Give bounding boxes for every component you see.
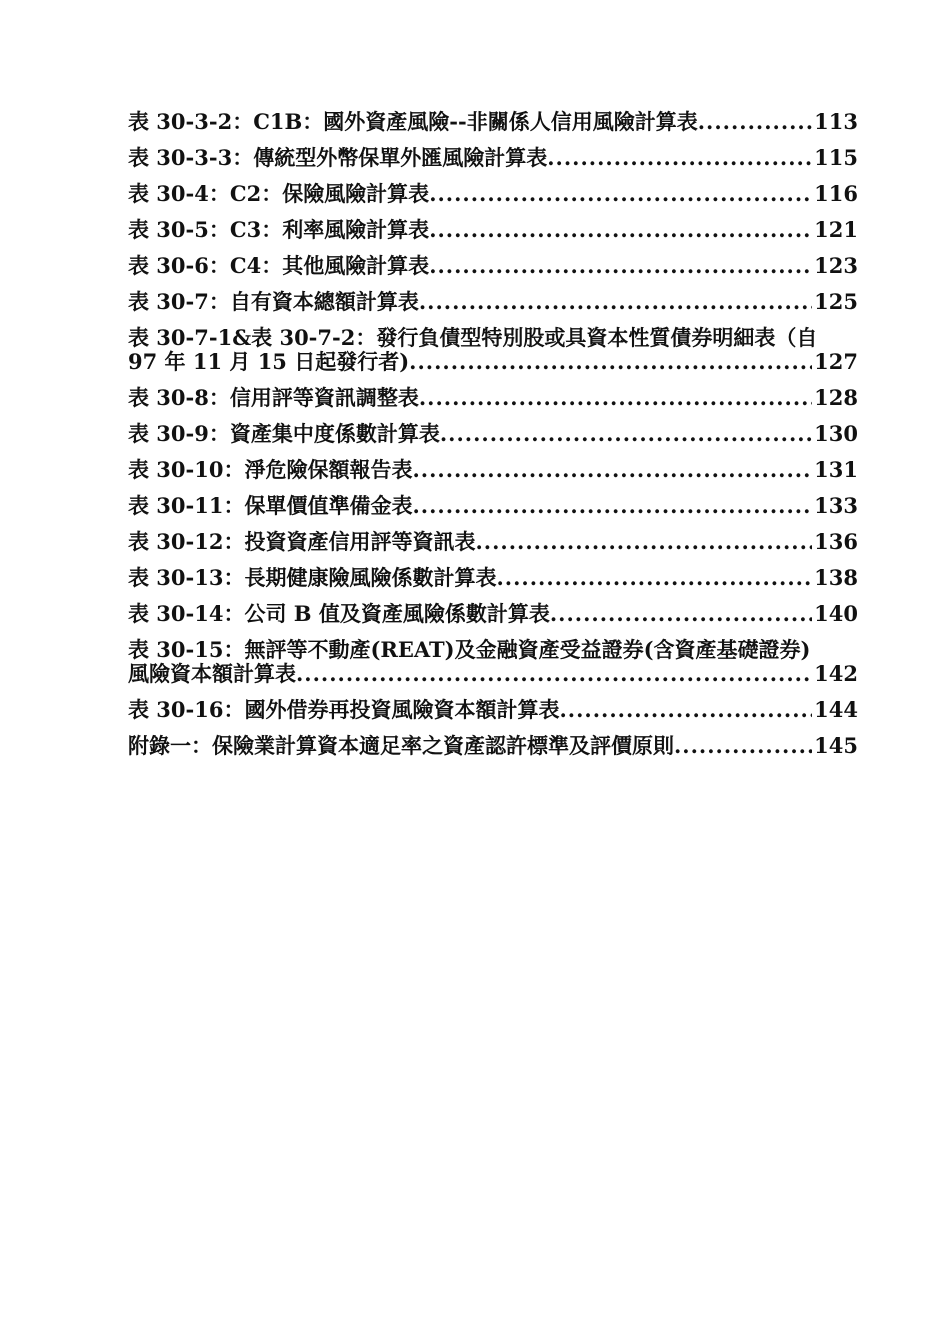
- toc-entry-line: [128, 494, 858, 518]
- toc-entry-title: 表 30-16：國外借券再投資風險資本額計算表: [128, 697, 560, 722]
- toc-page-number: 140: [814, 601, 858, 626]
- toc-entry-line: [128, 290, 858, 314]
- toc-dot-leader: [674, 734, 812, 758]
- toc-entry-title: 表 30-6：C4：其他風險計算表: [128, 253, 430, 278]
- toc-entry-title: 表 30-8：信用評等資訊調整表: [128, 385, 419, 410]
- toc-entry-title: 表 30-10：淨危險保額報告表: [128, 457, 413, 482]
- toc-page-number: 121: [814, 217, 858, 242]
- toc-entry-title: 表 30-5：C3：利率風險計算表: [128, 217, 430, 242]
- toc-dot-leader: [429, 218, 812, 242]
- toc-entry[interactable]: [128, 254, 858, 278]
- toc-entry-line: [128, 218, 858, 242]
- toc-entry[interactable]: [128, 734, 858, 758]
- toc-entry-line: [128, 602, 858, 626]
- toc-page-number: 142: [814, 661, 858, 686]
- toc-entry[interactable]: [128, 290, 858, 314]
- toc-entry[interactable]: [128, 218, 858, 242]
- table-of-contents: [128, 110, 858, 770]
- toc-dot-leader: [296, 662, 812, 686]
- toc-entry-line: [128, 110, 858, 134]
- toc-page-number: 133: [814, 493, 858, 518]
- toc-page-number: 115: [814, 145, 858, 170]
- toc-page-number: 144: [814, 697, 858, 722]
- toc-entry-title: 風險資本額計算表: [128, 661, 296, 686]
- toc-dot-leader: [419, 386, 812, 410]
- toc-entry[interactable]: [128, 182, 858, 206]
- toc-entry[interactable]: [128, 698, 858, 722]
- toc-entry-title: 表 30-11：保單價值準備金表: [128, 493, 413, 518]
- toc-entry[interactable]: [128, 602, 858, 626]
- toc-dot-leader: [496, 566, 812, 590]
- toc-entry[interactable]: [128, 146, 858, 170]
- toc-dot-leader: [440, 422, 812, 446]
- toc-entry-title: 表 30-7：自有資本總額計算表: [128, 289, 419, 314]
- toc-entry[interactable]: [128, 422, 858, 446]
- toc-entry-line: [128, 530, 858, 554]
- toc-page-number: 125: [814, 289, 858, 314]
- toc-entry-line: [128, 458, 858, 482]
- toc-entry-title: 附錄一：保險業計算資本適足率之資產認許標準及評價原則: [128, 733, 674, 758]
- toc-entry-line: [128, 146, 858, 170]
- toc-entry-line: [128, 734, 858, 758]
- toc-page-number: 138: [814, 565, 858, 590]
- toc-entry[interactable]: [128, 494, 858, 518]
- toc-entry[interactable]: [128, 566, 858, 590]
- toc-dot-leader: [429, 254, 812, 278]
- toc-page-number: 136: [814, 529, 858, 554]
- toc-entry-line: [128, 182, 858, 206]
- toc-dot-leader: [412, 458, 812, 482]
- toc-page-number: 128: [814, 385, 858, 410]
- toc-entry[interactable]: [128, 638, 858, 686]
- toc-page-number: 123: [814, 253, 858, 278]
- toc-page-number: 145: [814, 733, 858, 758]
- toc-entry-line: [128, 566, 858, 590]
- toc-entry-title: 表 30-9：資產集中度係數計算表: [128, 421, 440, 446]
- toc-entry-title: 表 30-4：C2：保險風險計算表: [128, 181, 430, 206]
- toc-entry-title: 表 30-3-2：C1B：國外資產風險--非關係人信用風險計算表: [128, 109, 698, 134]
- toc-dot-leader: [547, 146, 812, 170]
- toc-entry[interactable]: [128, 530, 858, 554]
- toc-dot-leader: [698, 110, 812, 134]
- toc-entry-title-first-line: 表 30-7-1&表 30-7-2：發行負債型特別股或具資本性質債券明細表（自: [128, 326, 818, 350]
- toc-entry-line: [128, 386, 858, 410]
- toc-entry-line: [128, 350, 858, 374]
- toc-entry-line: [128, 698, 858, 722]
- toc-entry[interactable]: [128, 386, 858, 410]
- toc-entry-title: 表 30-14：公司 B 值及資產風險係數計算表: [128, 601, 550, 626]
- toc-page-number: 127: [814, 349, 858, 374]
- toc-page-number: 131: [814, 457, 858, 482]
- toc-entry-line: [128, 662, 858, 686]
- toc-entry-title-first-line: 表 30-15：無評等不動產(REAT)及金融資產受益證券(含資產基礎證券): [128, 638, 811, 662]
- toc-dot-leader: [409, 350, 812, 374]
- toc-entry-title: 表 30-13：長期健康險風險係數計算表: [128, 565, 497, 590]
- toc-dot-leader: [419, 290, 812, 314]
- toc-entry-title: 表 30-3-3：傳統型外幣保單外匯風險計算表: [128, 145, 548, 170]
- toc-entry-title: 表 30-12：投資資產信用評等資訊表: [128, 529, 476, 554]
- toc-page-number: 130: [814, 421, 858, 446]
- toc-entry[interactable]: [128, 458, 858, 482]
- toc-entry-title: 97 年 11 月 15 日起發行者): [128, 349, 410, 374]
- toc-dot-leader: [429, 182, 812, 206]
- toc-page-number: 116: [814, 181, 858, 206]
- toc-entry-line: [128, 422, 858, 446]
- toc-entry[interactable]: [128, 326, 858, 374]
- toc-dot-leader: [412, 494, 812, 518]
- toc-entry[interactable]: [128, 110, 858, 134]
- toc-dot-leader: [550, 602, 812, 626]
- toc-page-number: 113: [814, 109, 858, 134]
- toc-dot-leader: [559, 698, 812, 722]
- toc-dot-leader: [475, 530, 812, 554]
- toc-entry-line: [128, 254, 858, 278]
